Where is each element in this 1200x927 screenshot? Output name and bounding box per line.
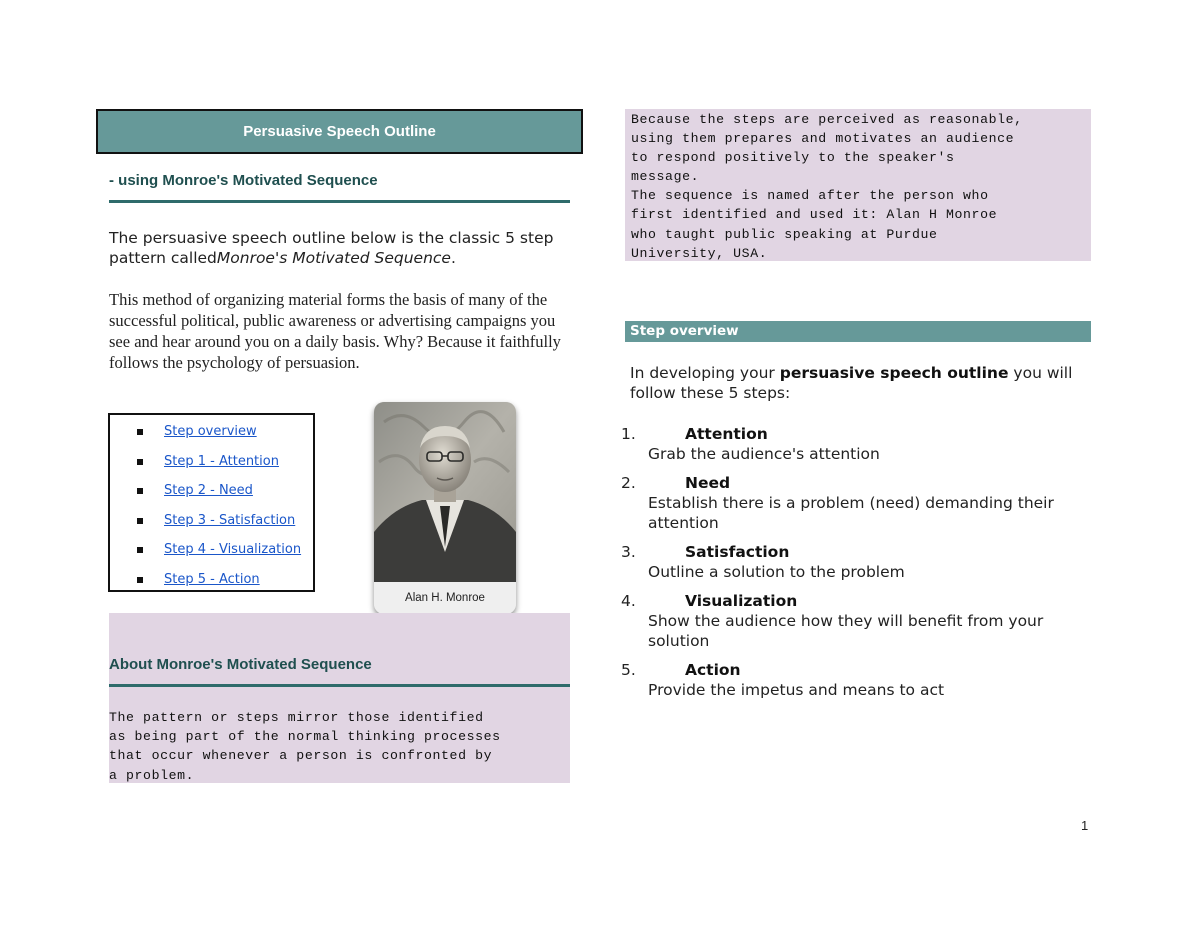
portrait-frame <box>362 400 528 629</box>
portrait-caption: Alan H. Monroe <box>405 592 485 604</box>
portrait-image <box>374 402 516 614</box>
toc-link-step-3[interactable]: Step 3 - Satisfaction <box>164 512 296 528</box>
table-of-contents <box>108 413 315 592</box>
toc-link-step-overview[interactable]: Step overview <box>164 424 257 440</box>
toc-item <box>110 417 313 447</box>
step-item <box>621 542 1091 582</box>
subtitle: - using Monroe's Motivated Sequence <box>109 172 570 203</box>
step-overview-heading: Step overview <box>625 321 1091 342</box>
bullet-icon <box>137 459 143 465</box>
overview-paragraph <box>630 363 1090 403</box>
step-description: Grab the audience's attention <box>648 445 880 463</box>
toc-link-step-2[interactable]: Step 2 - Need <box>164 483 253 499</box>
step-title: Action <box>685 661 741 679</box>
step-item <box>621 591 1091 651</box>
about-heading: About Monroe's Motivated Sequence <box>109 656 570 687</box>
step-title: Satisfaction <box>685 543 790 561</box>
bullet-icon <box>137 577 143 583</box>
about-text: The pattern or steps mirror those identified as being part of the normal thinking processes that occur whenever a person is confronted by a problem. <box>109 710 501 783</box>
reason-section: Because the steps are perceived as reasonable, using them prepares and motivates an audience to respond positively to the speaker's message. The sequence is named after the person who first identified and used it: Alan H Monroe who taught public speaking at Purdue University, USA. <box>625 109 1091 261</box>
step-title: Need <box>685 474 731 492</box>
step-number: 3. <box>621 543 636 561</box>
about-section <box>109 613 570 783</box>
bullet-icon <box>137 547 143 553</box>
step-number: 1. <box>621 425 636 443</box>
bullet-icon <box>137 518 143 524</box>
step-item <box>621 660 1091 700</box>
intro-paragraph <box>109 228 569 268</box>
step-item <box>621 424 1091 464</box>
method-paragraph: This method of organizing material forms the basis of many of the successful political, public awareness or advertising campaigns you see and hear around you on a daily basis. Why? Because it faithfully follows the psychology of persuasion. <box>109 290 561 372</box>
toc-item <box>110 447 313 477</box>
step-number: 4. <box>621 592 636 610</box>
overview-end: you will follow these 5 steps: <box>630 364 1073 402</box>
step-title: Visualization <box>685 592 798 610</box>
step-description: Show the audience how they will benefit from your solution <box>648 612 1044 650</box>
page-title-banner <box>96 109 583 154</box>
portrait-card <box>374 402 516 614</box>
toc-link-step-1[interactable]: Step 1 - Attention <box>164 453 279 469</box>
step-description: Provide the impetus and means to act <box>648 681 945 699</box>
toc-item <box>110 476 313 506</box>
bullet-icon <box>137 488 143 494</box>
step-description: Outline a solution to the problem <box>648 563 905 581</box>
step-item <box>621 473 1091 533</box>
overview-bold: persuasive speech outline <box>779 364 1009 382</box>
overview-text: In developing your <box>630 364 780 382</box>
step-title: Attention <box>685 425 768 443</box>
bullet-icon <box>137 429 143 435</box>
page-title: Persuasive Speech Outline <box>243 123 436 140</box>
toc-link-step-4[interactable]: Step 4 - Visualization <box>164 542 302 558</box>
steps-list <box>621 424 1091 709</box>
page-number: 1 <box>1081 818 1089 833</box>
toc-item <box>110 565 313 595</box>
toc-item <box>110 506 313 536</box>
intro-italic: Monroe's Motivated Sequence <box>216 249 451 267</box>
intro-end: . <box>450 249 456 267</box>
intro-text: The persuasive speech outline below is the classic 5 step pattern called <box>109 229 554 267</box>
step-number: 2. <box>621 474 636 492</box>
toc-link-step-5[interactable]: Step 5 - Action <box>164 571 260 587</box>
step-number: 5. <box>621 661 636 679</box>
toc-item <box>110 535 313 565</box>
step-description: Establish there is a problem (need) demanding their attention <box>648 494 1054 532</box>
